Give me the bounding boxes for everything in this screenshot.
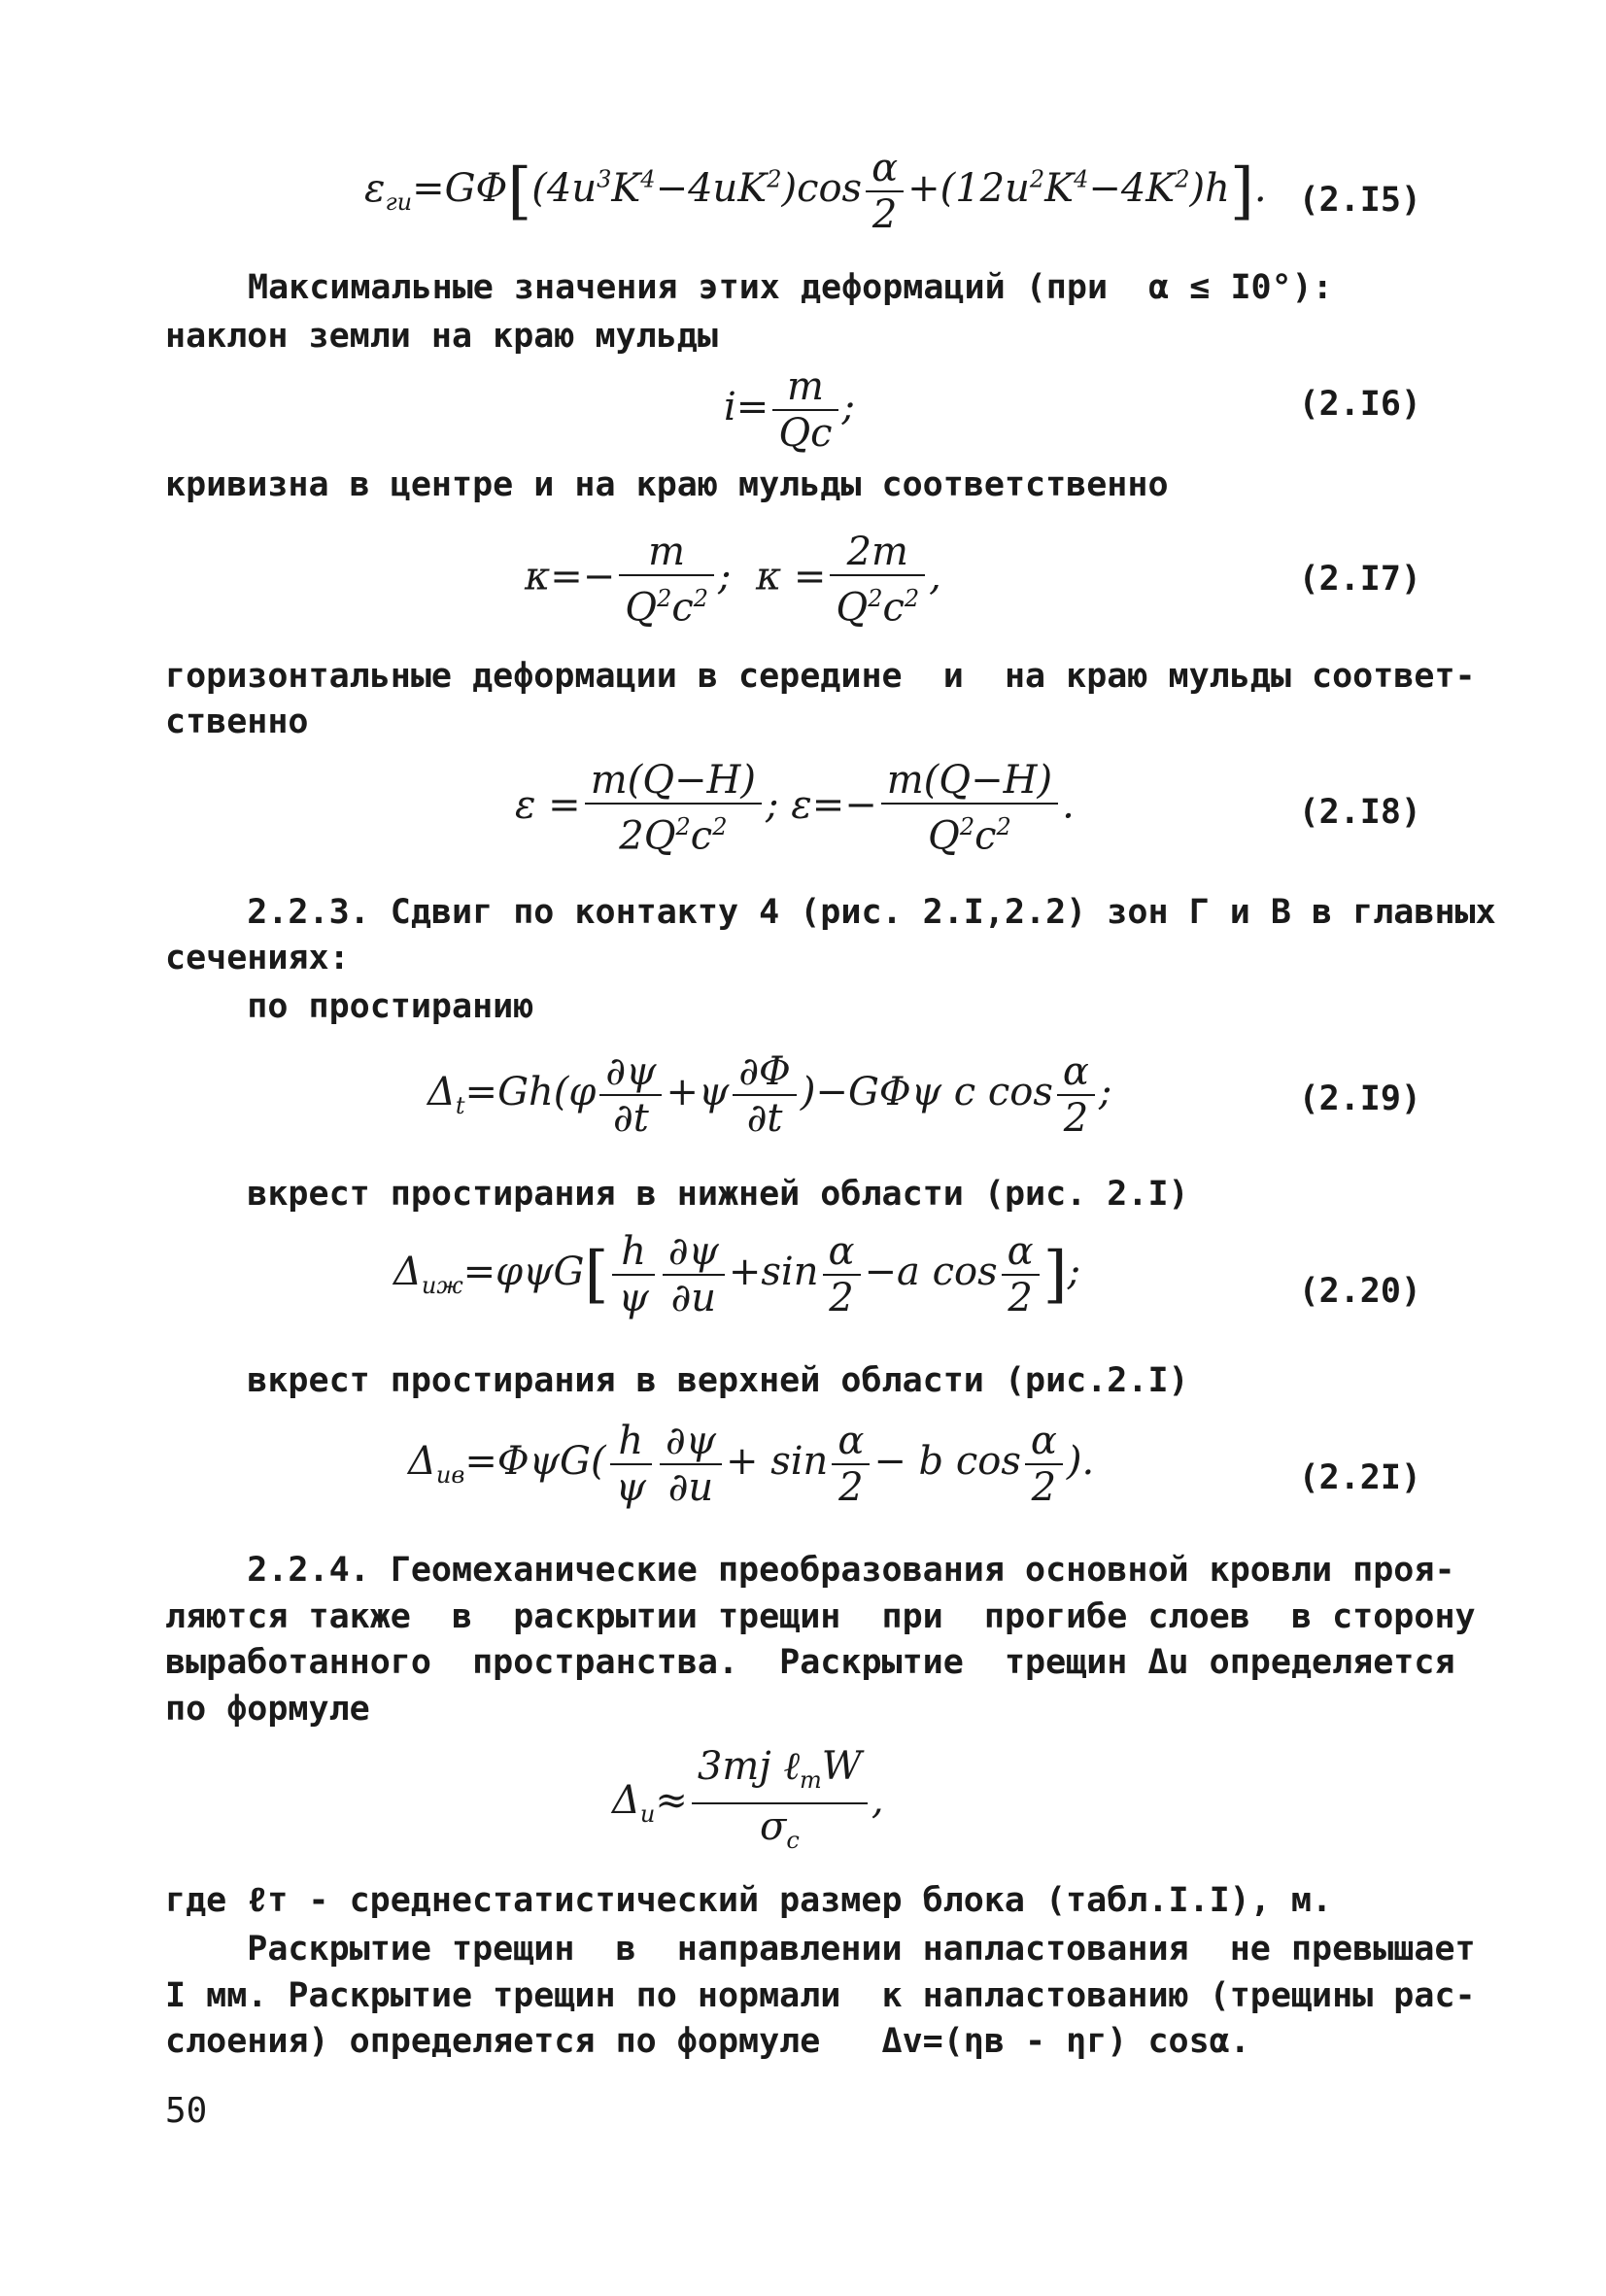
paragraph-line: горизонтальные деформации в середине и на краю мульды соответ- — [165, 657, 1476, 696]
page-number: 50 — [165, 2091, 208, 2131]
paragraph-line: выработанного пространства. Раскрытие трещин Δu определяется — [165, 1643, 1455, 1682]
paragraph-line: кривизна в центре и на краю мульды соответственно — [165, 465, 1169, 504]
formula-2-17: κ=− $\frac{m}{Q^2c^2}$ ; κ = $\frac{2m}{Q^2c^2}$ , — [525, 530, 941, 631]
paragraph-line: вкрест простирания в верхней области (рис.2.I) — [165, 1361, 1189, 1400]
paragraph-line: I мм. Раскрытие трещин по нормали к напластованию (трещины рас- — [165, 1976, 1476, 2015]
paragraph-line: вкрест простирания в нижней области (рис. 2.I) — [165, 1175, 1189, 1214]
formula-2-18: ε = $\frac{m(Q-H)}{2Q^2c^2}$ ; ε=− $\frac{m(Q-H)}{Q^2c^2}$ . — [515, 758, 1075, 859]
paragraph-line: 2.2.3. Сдвиг по контакту 4 (рис. 2.I,2.2) зон Г и В в главных — [165, 893, 1496, 932]
eq-number-2-19: (2.I9) — [1298, 1079, 1421, 1118]
eq-number-2-16: (2.I6) — [1298, 385, 1421, 424]
paragraph-line: по формуле — [165, 1690, 370, 1729]
paragraph-line: ственно — [165, 703, 309, 741]
eq-number-2-21: (2.2I) — [1298, 1458, 1421, 1497]
eq-number-2-17: (2.I7) — [1298, 560, 1421, 599]
eq-number-2-20: (2.20) — [1298, 1272, 1421, 1311]
paragraph-line: Раскрытие трещин в направлении напластования не превышает — [165, 1930, 1476, 1969]
formula-2-19: $\Delta_t=Gh(\varphi$ $\frac{\partial\psi}{\partial t}$ +ψ $\frac{\partial\Phi}{\partial t}$ )−GΦψ c cos $\frac{\alpha}{2}$ ; — [427, 1049, 1112, 1141]
formula-crack-opening: $\Delta_u\approx$ $\frac{3mj \ell_тW}{\sigma_c}$ , — [612, 1744, 884, 1854]
paragraph-line: по простиранию — [165, 987, 534, 1026]
formula-2-15: $\varepsilon_{гu}=G\Phi[(4u^3K^4-4uK^2)\cos$ $\frac{\alpha}{2}$ $+(12u^2K^4-4K^2)h$]. — [364, 146, 1267, 237]
formula-2-20: $\Delta_{uж}=\varphi\psi G$[ $\frac{h}{\psi}$ $\frac{\partial\psi}{\partial u}$ +sin $\frac{\alpha}{2}$ −a cos $\frac{\alpha}{2}$ ]; — [393, 1229, 1081, 1320]
paragraph-line: где ℓт - среднестатистический размер блока (табл.I.I), м. — [165, 1881, 1333, 1920]
paragraph-line: слоения) определяется по формуле Δv=(ηв - ηг) cosα. — [165, 2022, 1250, 2061]
paragraph-line: сечениях: — [165, 939, 350, 977]
paragraph-line: 2.2.4. Геомеханические преобразования основной кровли проя- — [165, 1551, 1455, 1590]
paragraph-line: наклон земли на краю мульды — [165, 317, 718, 356]
paragraph-line: Максимальные значения этих деформаций (при α ≤ I0°): — [248, 268, 1333, 307]
eq-number-2-15: (2.I5) — [1298, 181, 1421, 220]
formula-2-21: $\Delta_{uв}=\Phi\psi G$( $\frac{h}{\psi}$ $\frac{\partial\psi}{\partial u}$ + sin $\frac{\alpha}{2}$ − b cos $\frac{\alpha}{2}$ ). — [408, 1419, 1095, 1510]
formula-2-16: i= $\frac{m}{Qc}$ ; — [724, 364, 855, 456]
paragraph-line: ляются также в раскрытии трещин при прогибе слоев в сторону — [165, 1597, 1476, 1636]
eq-number-2-18: (2.I8) — [1298, 793, 1421, 832]
